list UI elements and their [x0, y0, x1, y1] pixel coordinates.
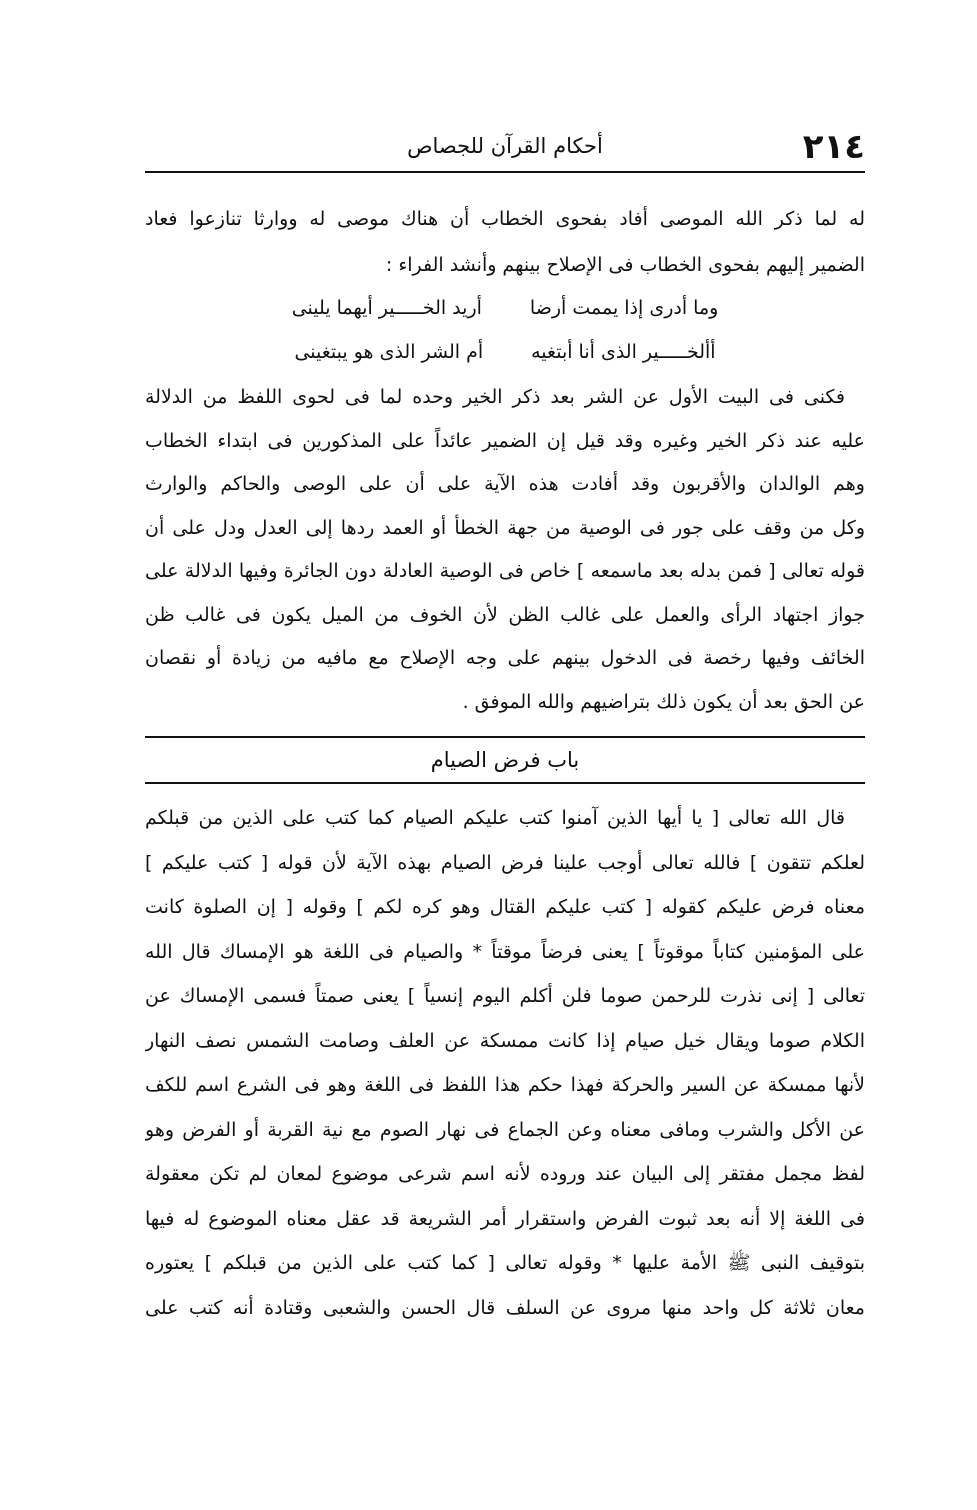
paragraph-line: له لما ذكر الله الموصى أفاد بفحوى الخطاب أن هناك موصى له ووارثا تنازعوا فعاد: [145, 208, 865, 230]
paragraph-line: لعلكم تتقون ] فالله تعالى أوجب علينا فرض الصيام بهذه الآية لأن قوله [ كتب عليكم ]: [145, 851, 865, 874]
paragraph-line: بتوقيف النبى ﷺ الأمة عليها * وقوله تعالى [ كما كتب على الذين من قبلكم ] يعتوره: [145, 1252, 865, 1274]
poem-verse: [145, 286, 865, 374]
paragraph-2: [145, 376, 865, 724]
verse-hemistich-second: أم الشر الذى هو يبتغينى: [294, 341, 484, 363]
paragraph-line: الخائف وفيها رخصة فى الدخول بينهم على وجه الإصلاح مع مافيه من زيادة أو نقصان: [145, 647, 865, 669]
paragraph-line: قال الله تعالى [ يا أيها الذين آمنوا كتب عليكم الصيام كما كتب على الذين من قبلكم: [145, 807, 845, 829]
paragraph-1: [145, 196, 865, 288]
paragraph-line: فى اللغة إلا أنه بعد ثبوت الفرض واستقرار أمر الشريعة قد عقل معناه الموضوع له فيها: [145, 1207, 865, 1230]
section-rule-bottom: [145, 782, 865, 784]
paragraph-line: قوله تعالى [ فمن بدله بعد ماسمعه ] خاص فى الوصية العادلة دون الجائرة وفيها الدلالة على: [145, 560, 865, 582]
paragraph-line: عليه عند ذكر الخير وغيره وقد قيل إن الضمير عائداً على المذكورين فى ابتداء الخطاب: [145, 429, 865, 452]
paragraph-line: عن الحق بعد أن يكون ذلك بتراضيهم والله الموفق .: [462, 690, 865, 713]
paragraph-line: على المؤمنين كتاباً موقوتاً ] يعنى فرضاً موقتاً * والصيام فى اللغة هو الإمساك قال الله: [145, 940, 865, 963]
paragraph-line: وكل من وقف على جور فى الوصية من جهة الخطأ أو العمد ردها إلى العدل ودل على أن: [145, 516, 865, 539]
paragraph-line: معان ثلاثة كل واحد منها مروى عن السلف قال الحسن والشعبى وقتادة أنه كتب على: [145, 1296, 865, 1319]
section-title: باب فرض الصيام: [430, 748, 580, 772]
paragraph-line: فكنى فى البيت الأول عن الشر بعد ذكر الخير وحده لما فى لحوى اللفظ من الدلالة: [145, 386, 845, 408]
verse-hemistich-first: أألخـــــير الذى أنا أبتغيه: [531, 341, 716, 363]
page-header: [145, 125, 865, 173]
paragraph-line: وهم الوالدان والأقربون وقد أفادت هذه الآية على أن على الوصى والحاكم والوارث: [145, 473, 865, 495]
verse-hemistich-first: وما أدرى إذا يممت أرضا: [529, 297, 719, 319]
header-rule: [145, 171, 865, 173]
running-title: أحكام القرآن للجصاص: [407, 134, 603, 158]
verse-hemistich-second: أريد الخـــــير أيهما يلينى: [291, 297, 482, 319]
paragraph-line: عن الأكل والشرب ومافى معناه وعن الجماع فى نهار الصوم مع نية القربة أو الفرض وهو: [145, 1118, 865, 1141]
paragraph-line: تعالى [ إنى نذرت للرحمن صوما فلن أكلم اليوم إنسياً ] يعنى صمتاً فسمى الإمساك عن: [145, 985, 865, 1007]
page-number: ٢١٤: [802, 127, 865, 167]
verse-line: [145, 286, 865, 330]
paragraph-line: معناه فرض عليكم كقوله [ كتب عليكم القتال وهو كره لكم ] وقوله [ إن الصلوة كانت: [145, 896, 865, 918]
paragraph-line: جواز اجتهاد الرأى والعمل على غالب الظن لأن الخوف من الميل يكون فى غالب ظن: [145, 603, 865, 626]
paragraph-line: لأنها ممسكة عن السير والحركة فهذا حكم هذا اللفظ فى اللغة وهو فى الشرع اسم للكف: [145, 1074, 865, 1096]
paragraph-line: الكلام صوما ويقال خيل صيام إذا كانت ممسكة عن العلف وصامت الشمس نصف النهار: [145, 1029, 865, 1052]
verse-line: [145, 330, 865, 374]
paragraph-line: لفظ مجمل مفتقر إلى البيان عند وروده لأنه اسم شرعى موضوع لمعان لم تكن معقولة: [145, 1163, 865, 1185]
paragraph-3: [145, 796, 865, 1330]
paragraph-line: الضمير إليهم بفحوى الخطاب فى الإصلاح بينهم وأنشد الفراء :: [385, 254, 865, 276]
